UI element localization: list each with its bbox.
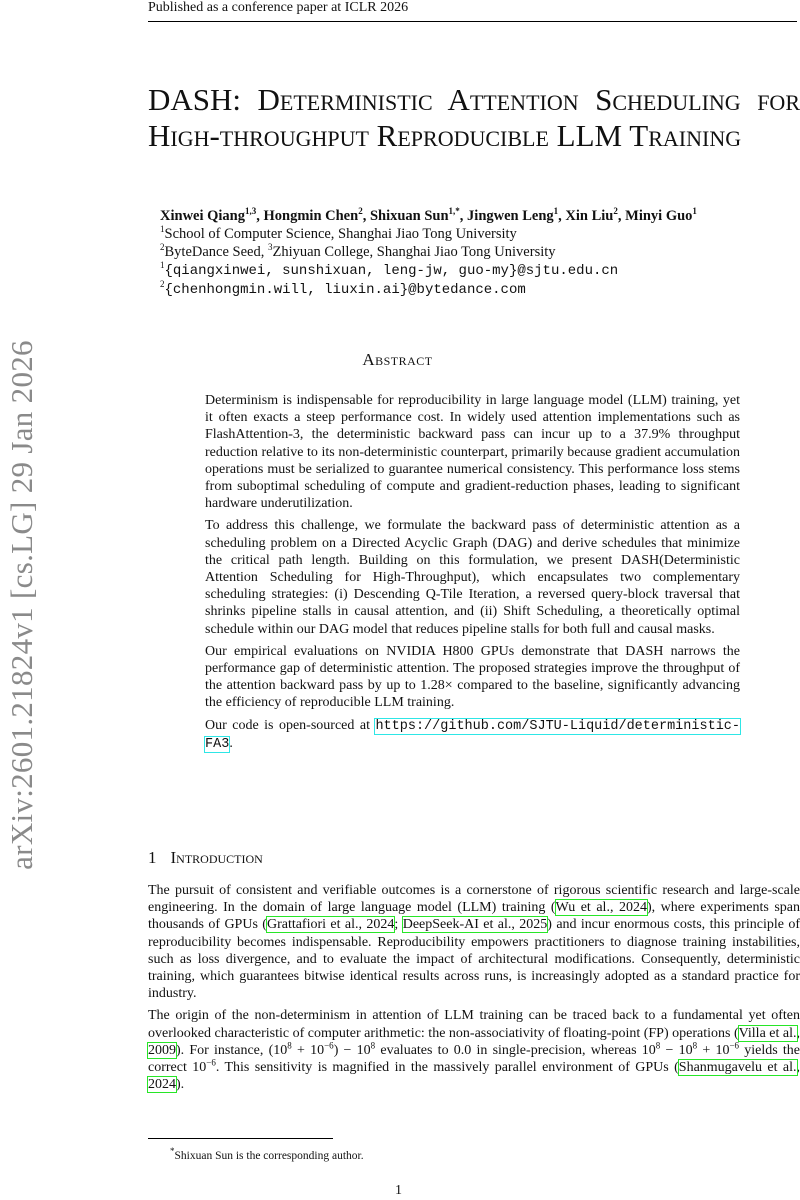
text-run: . [229,735,233,751]
footnote: *Shixuan Sun is the corresponding author. [170,1146,364,1162]
text-run: The origin of the non-determinism in attention of LLM training can be traced back to a fundamental yet often overlooked characteristic of computer arithmetic: the non-associativity of floating-point (FP) operations ( [148,1008,800,1041]
math-superscript: 8 [287,1040,292,1051]
math-superscript: 8 [692,1040,698,1051]
math-superscript: −6 [729,1040,740,1051]
author-name: Minyi Guo [625,208,693,224]
text-run: The pursuit of consistent and verifiable outcomes is a cornerstone of rigorous scientific research and large-scale engineering. In the domain of large language model (LLM) training ( [148,883,800,916]
text-run: To address this challenge, we formulate the backward pass of deterministic attention as a scheduling problem on a Directed Acyclic Graph (DAG) and derive schedules that minimize the critical path length. Building on this formulation, we present DASH(Deterministic Attention Scheduling for High-Throughput), which encapsulates two complementary scheduling strategies: (i) Descending Q-Tile Iteration, a reversed query-block traversal that shrinks pipeline stalls in causal attention, and (ii) Shift Scheduling, a theoretically optimal schedule within our DAG model that reduces pipeline stalls for both full and causal masks. [205,518,740,637]
text-run: + 10 [291,1042,325,1058]
abstract-body [205,392,740,758]
paragraph [205,517,740,637]
citation-link[interactable]: Wu et al., 2024 [555,900,647,916]
author-name: Xinwei Qiang [160,208,245,224]
email-1: $^1${qiangxinwei, sunshixuan, leng-jw, guo-my}@sjtu.edu.cn [160,260,619,279]
text-run: Determinism is indispensable for reproducibility in large language model (LLM) training, yet it often exacts a steep performance cost. In widely used attention implementations such as FlashAttention-3, the deterministic backward pass can incur up to a 37.9% throughput reduction relative to its non-deterministic counterpart, primarily because gradient accumulation operations must be serialized to guarantee numerical consistency. This performance loss stems from suboptimal scheduling of compute and gradient-reduction phases, leading to significant hardware underutilization. [205,393,740,512]
author-affiliation-mark: 1 [692,206,697,217]
author-name: Shixuan Sun [369,208,449,224]
paper-title: DASH: Deterministic Attention Scheduling for High-throughput Reproducible LLM Training [148,82,800,153]
author-name: Jingwen Leng [467,208,554,224]
text-run: Our empirical evaluations on NVIDIA H800 GPUs demonstrate that DASH narrows the performance gap of deterministic attention. The proposed strategies improve the throughput of the attention backward pass by up to 1.28× compared to the baseline, significantly advancing the efficiency of reproducible LLM training. [205,643,740,711]
citation-link[interactable]: Grattafiori et al., 2024 [266,917,395,933]
text-run: + 10 [697,1042,730,1058]
text-run: . This sensitivity is magnified in the massively parallel environment of GPUs ( [215,1060,679,1076]
paragraph [205,717,740,753]
citation-link[interactable]: Villa et al. [738,1025,797,1041]
text-run: evaluates to 0.0 in single-precision, whereas 10 [375,1042,656,1058]
math-superscript: −6 [324,1040,334,1051]
paragraph [205,643,740,712]
email-2: $^2${chenhongmin.will, liuxin.ai}@bytedance.com [160,279,526,298]
text-run: ). For instance, (10 [176,1042,288,1058]
section-heading-introduction: 1 Introduction [148,848,263,867]
text-run: Our code is open-sourced at [205,717,376,733]
text-run: , [796,1060,800,1076]
text-run: , [796,1025,800,1041]
author-affiliation-mark: 1 [553,206,559,217]
paragraph [148,1007,800,1093]
text-run: − 10 [660,1042,693,1058]
text-run: ) − 10 [333,1042,371,1058]
footnote-rule [148,1138,333,1139]
text-run: ) and incur enormous costs, this principle of reproducibility becomes indispensable. Reproducibility empowers practitioners to diagnose training instabilities, such as loss divergence, and to evaluate the impact of architectural modifications. Consequently, deterministic training, which guarantees bitwise identical results across runs, is increasingly adopted as a standard practice for industry. [148,917,800,1002]
citation-link[interactable]: 2009 [148,1042,176,1058]
code-repository-link[interactable]: https://github.com/SJTU-Liquid/deterministic-FA3 [205,718,740,752]
math-superscript: 8 [655,1040,661,1051]
math-superscript: −6 [206,1057,216,1068]
arxiv-watermark: arXiv:2601.21824v1 [cs.LG] 29 Jan 2026 [4,340,39,870]
author-names: Xinwei Qiang$^{1,3}$, Hongmin Chen$^2$, Shixuan Sun$^{1,*}$, Jingwen Leng$^1$, Xin Liu$^2$, Minyi Guo$^1$ [160,206,697,224]
header-rule [148,21,797,22]
author-affiliation-mark: 1,3 [245,206,257,217]
text-run: ; [394,917,403,933]
page-number: 1 [395,1183,402,1198]
text-run: ), where experiments span thousands of GPUs ( [148,900,800,933]
paragraph [148,882,800,1002]
citation-link[interactable]: Shanmugavelu et al. [678,1060,797,1076]
author-name: Xin Liu [565,208,614,224]
text-run: yields the correct 10 [148,1042,800,1076]
text-run: ). [176,1077,185,1093]
paragraph [205,392,740,512]
running-header: Published as a conference paper at ICLR 2026 [148,0,409,15]
author-affiliation-mark: 2 [613,206,618,217]
author-name: Hongmin Chen [263,208,359,224]
abstract-heading: Abstract [362,350,433,369]
affiliation-2: $^2$ByteDance Seed, $^3$Zhiyuan College, Shanghai Jiao Tong University [160,242,556,260]
author-affiliation-mark: 2 [358,206,363,217]
introduction-body [148,882,800,1098]
affiliation-1: $^1$School of Computer Science, Shanghai Jiao Tong University [160,224,517,242]
author-affiliation-mark: 1,* [448,206,460,217]
math-superscript: 8 [370,1040,376,1051]
author-block [160,207,697,299]
citation-link[interactable]: 2024 [148,1077,176,1093]
citation-link[interactable]: DeepSeek-AI et al., 2025 [402,917,548,933]
